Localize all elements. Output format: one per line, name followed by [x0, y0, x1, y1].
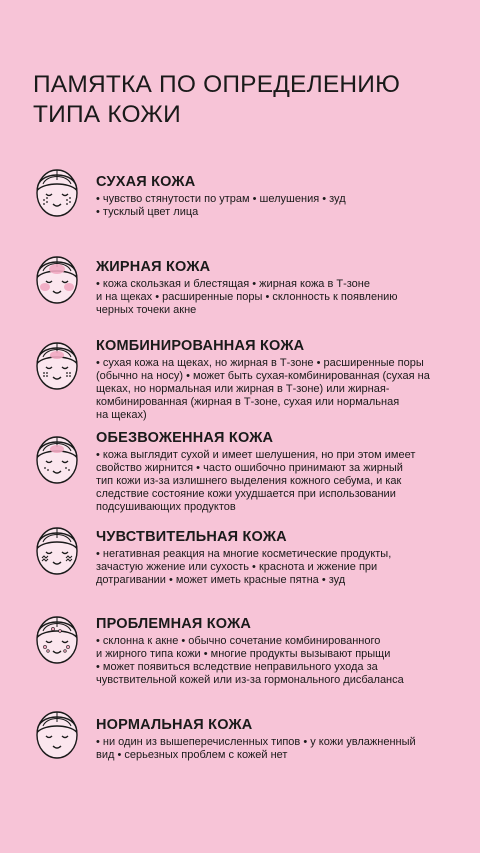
description-line: дотрагивании • может иметь красные пятна • зуд — [96, 574, 346, 586]
skin-type-description — [96, 193, 471, 219]
face-dry-skin-icon — [33, 160, 81, 218]
skin-type-description — [96, 635, 471, 687]
face-dehydrated-skin-icon — [33, 427, 81, 485]
description-line: вид • серьезных проблем с кожей нет — [96, 749, 288, 761]
description-line: зачастую жжение или сухость • краснота и жжение при — [96, 561, 378, 573]
skin-type-description — [96, 278, 471, 317]
face-problem-skin-icon — [33, 607, 81, 665]
description-line: • кожа выглядит сухой и имеет шелушения, но при этом имеет — [96, 449, 416, 461]
description-line: • сухая кожа на щеках, но жирная в Т-зоне • расширенные поры — [96, 357, 424, 369]
skin-type-heading: ЖИРНАЯ КОЖА — [96, 259, 211, 275]
description-line: • склонна к акне • обычно сочетание комбинированного — [96, 635, 381, 647]
skin-type-description — [96, 548, 471, 587]
skin-type-heading: ПРОБЛЕМНАЯ КОЖА — [96, 616, 252, 632]
description-line: следствие состояние кожи ухудшается при использовании — [96, 488, 396, 500]
title-line-1: ПАМЯТКА ПО ОПРЕДЕЛЕНИЮ — [33, 71, 401, 98]
description-line: комбинированная (жирная в Т-зоне, сухая или нормальная — [96, 396, 400, 408]
skin-type-heading: ОБЕЗВОЖЕННАЯ КОЖА — [96, 430, 274, 446]
skin-type-description — [96, 357, 471, 422]
description-line: • тусклый цвет лица — [96, 206, 199, 218]
description-line: чувствительной кожей или из-за гормонального дисбаланса — [96, 674, 404, 686]
description-line: черных точеки акне — [96, 304, 197, 316]
page-title — [33, 70, 463, 130]
description-line: • кожа скользкая и блестящая • жирная кожа в Т-зоне — [96, 278, 370, 290]
skin-type-heading: КОМБИНИРОВАННАЯ КОЖА — [96, 338, 305, 354]
skin-type-heading: ЧУВСТВИТЕЛЬНАЯ КОЖА — [96, 529, 287, 545]
skin-type-heading: НОРМАЛЬНАЯ КОЖА — [96, 717, 253, 733]
description-line: • может появиться вследствие неправильного ухода за — [96, 661, 378, 673]
face-sensitive-skin-icon — [33, 518, 81, 576]
face-combination-skin-icon — [33, 333, 81, 391]
description-line: свойство жирнится • часто ошибочно принимают за жирный — [96, 462, 403, 474]
skin-type-description — [96, 449, 471, 514]
description-line: • ни один из вышеперечисленных типов • у кожи увлажненный — [96, 736, 416, 748]
description-line: тип кожи из-за излишнего выделения кожного себума, и как — [96, 475, 402, 487]
description-line: и на щеках • расширенные поры • склонность к появлению — [96, 291, 398, 303]
description-line: • негативная реакция на многие косметические продукты, — [96, 548, 392, 560]
description-line: • чувство стянутости по утрам • шелушения • зуд — [96, 193, 346, 205]
description-line: на щеках) — [96, 409, 147, 421]
description-line: (обычно на носу) • может быть сухая-комбинированная (сухая на — [96, 370, 430, 382]
skin-type-description — [96, 736, 471, 762]
skin-type-heading: СУХАЯ КОЖА — [96, 174, 196, 190]
description-line: и жирного типа кожи • многие продукты вызывают прыщи — [96, 648, 391, 660]
description-line: подсушивающих продуктов — [96, 501, 236, 513]
face-normal-skin-icon — [33, 702, 81, 760]
title-line-2: ТИПА КОЖИ — [33, 101, 181, 128]
face-oily-skin-icon — [33, 247, 81, 305]
description-line: щеках, но нормальная или жирная в Т-зоне) или жирная- — [96, 383, 390, 395]
